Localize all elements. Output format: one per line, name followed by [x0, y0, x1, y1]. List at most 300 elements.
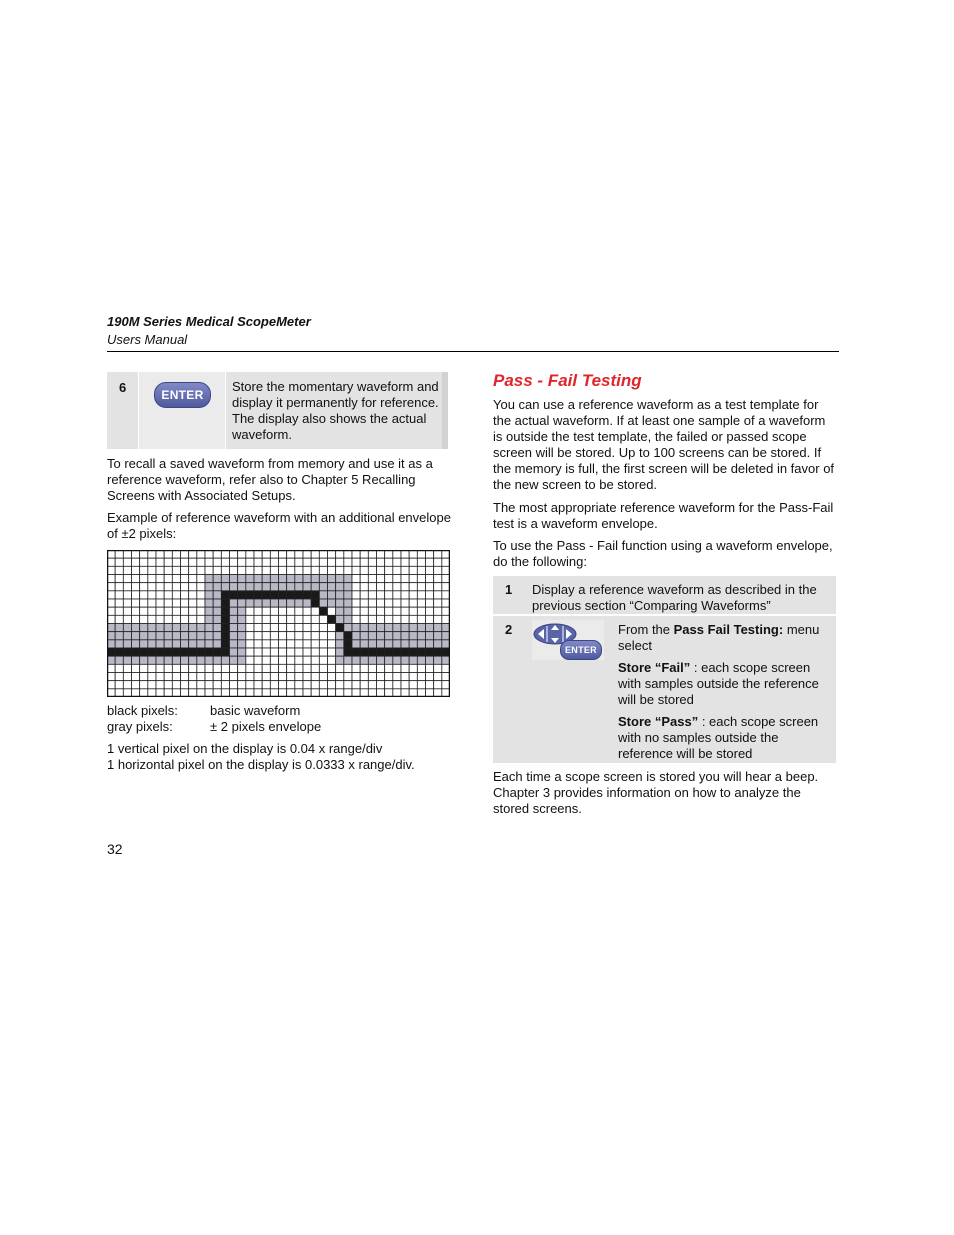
envelope-pixel [238, 656, 246, 664]
empty-pixel [189, 673, 197, 681]
envelope-pixel [132, 632, 140, 640]
envelope-pixel [172, 624, 180, 632]
empty-pixel [279, 656, 287, 664]
empty-pixel [295, 615, 303, 623]
empty-pixel [311, 656, 319, 664]
step-2-row [493, 616, 836, 763]
envelope-pixel [393, 632, 401, 640]
envelope-pixel [368, 640, 376, 648]
envelope-pixel [238, 632, 246, 640]
envelope-pixel [123, 632, 131, 640]
empty-pixel [426, 599, 434, 607]
empty-pixel [311, 681, 319, 689]
empty-pixel [238, 681, 246, 689]
empty-pixel [409, 575, 417, 583]
empty-pixel [352, 583, 360, 591]
envelope-pixel [221, 656, 229, 664]
envelope-pixel [115, 640, 123, 648]
empty-pixel [115, 615, 123, 623]
empty-pixel [368, 664, 376, 672]
empty-pixel [164, 681, 172, 689]
empty-pixel [123, 607, 131, 615]
envelope-pixel [295, 583, 303, 591]
envelope-pixel [181, 640, 189, 648]
page-number: 32 [107, 841, 123, 857]
envelope-pixel [434, 640, 442, 648]
empty-pixel [197, 599, 205, 607]
waveform-pixel [401, 648, 409, 656]
waveform-pixel [181, 648, 189, 656]
envelope-pixel [336, 575, 344, 583]
empty-pixel [270, 640, 278, 648]
empty-pixel [295, 640, 303, 648]
empty-pixel [295, 632, 303, 640]
empty-pixel [287, 566, 295, 574]
envelope-pixel [181, 656, 189, 664]
empty-pixel [328, 607, 336, 615]
envelope-pixel [385, 624, 393, 632]
empty-pixel [426, 583, 434, 591]
step-1-row [493, 576, 836, 614]
empty-pixel [328, 632, 336, 640]
empty-pixel [434, 664, 442, 672]
empty-pixel [303, 656, 311, 664]
waveform-pixel [279, 591, 287, 599]
empty-pixel [319, 648, 327, 656]
empty-pixel [230, 681, 238, 689]
empty-pixel [148, 615, 156, 623]
empty-pixel [172, 583, 180, 591]
step-1-text: Display a reference waveform as described in the previous section “Comparing Waveforms” [532, 582, 817, 613]
empty-pixel [123, 558, 131, 566]
envelope-pixel [230, 599, 238, 607]
envelope-pixel [205, 624, 213, 632]
empty-pixel [172, 615, 180, 623]
empty-pixel [132, 607, 140, 615]
empty-pixel [360, 607, 368, 615]
empty-pixel [287, 607, 295, 615]
envelope-pixel [393, 640, 401, 648]
empty-pixel [328, 624, 336, 632]
empty-pixel [254, 656, 262, 664]
empty-pixel [409, 673, 417, 681]
empty-pixel [352, 558, 360, 566]
envelope-pixel [426, 632, 434, 640]
empty-pixel [417, 615, 425, 623]
waveform-pixel [287, 591, 295, 599]
envelope-pixel [197, 656, 205, 664]
envelope-pixel [164, 640, 172, 648]
envelope-pixel [148, 632, 156, 640]
empty-pixel [148, 583, 156, 591]
empty-pixel [164, 664, 172, 672]
empty-pixel [279, 615, 287, 623]
empty-pixel [115, 566, 123, 574]
empty-pixel [172, 566, 180, 574]
empty-pixel [311, 624, 319, 632]
envelope-pixel [156, 656, 164, 664]
empty-pixel [197, 607, 205, 615]
envelope-pixel [344, 624, 352, 632]
empty-pixel [262, 624, 270, 632]
envelope-pixel [213, 575, 221, 583]
envelope-pixel [213, 640, 221, 648]
empty-pixel [164, 566, 172, 574]
envelope-pixel [344, 615, 352, 623]
empty-pixel [164, 583, 172, 591]
empty-pixel [434, 615, 442, 623]
empty-pixel [148, 558, 156, 566]
envelope-pixel [238, 640, 246, 648]
envelope-pixel [360, 640, 368, 648]
empty-pixel [434, 607, 442, 615]
waveform-pixel [254, 591, 262, 599]
empty-pixel [262, 607, 270, 615]
envelope-pixel [230, 583, 238, 591]
empty-pixel [270, 624, 278, 632]
empty-pixel [295, 681, 303, 689]
empty-pixel [262, 656, 270, 664]
envelope-pixel [189, 640, 197, 648]
empty-pixel [181, 615, 189, 623]
empty-pixel [417, 575, 425, 583]
step-6-row [107, 372, 448, 449]
empty-pixel [197, 558, 205, 566]
empty-pixel [434, 575, 442, 583]
empty-pixel [377, 681, 385, 689]
empty-pixel [295, 558, 303, 566]
empty-pixel [311, 566, 319, 574]
step-number: 2 [505, 622, 513, 637]
empty-pixel [401, 607, 409, 615]
envelope-pixel [221, 575, 229, 583]
empty-pixel [132, 681, 140, 689]
manual-title: 190M Series Medical ScopeMeter [107, 314, 311, 329]
envelope-pixel [319, 583, 327, 591]
envelope-pixel [262, 575, 270, 583]
empty-pixel [319, 615, 327, 623]
empty-pixel [287, 673, 295, 681]
empty-pixel [181, 664, 189, 672]
empty-pixel [148, 575, 156, 583]
empty-pixel [385, 566, 393, 574]
waveform-pixel [393, 648, 401, 656]
empty-pixel [319, 664, 327, 672]
waveform-pixel [221, 591, 229, 599]
envelope-pixel [115, 656, 123, 664]
empty-pixel [262, 673, 270, 681]
envelope-pixel [181, 624, 189, 632]
empty-pixel [148, 664, 156, 672]
empty-pixel [123, 615, 131, 623]
envelope-pixel [238, 648, 246, 656]
empty-pixel [368, 566, 376, 574]
empty-pixel [393, 599, 401, 607]
empty-pixel [230, 664, 238, 672]
key-cell [532, 620, 604, 660]
empty-pixel [368, 615, 376, 623]
envelope-pixel [295, 575, 303, 583]
empty-pixel [205, 673, 213, 681]
empty-pixel [319, 673, 327, 681]
empty-pixel [164, 575, 172, 583]
waveform-pixel [409, 648, 417, 656]
empty-pixel [328, 656, 336, 664]
vertical-scale-line: 1 vertical pixel on the display is 0.04 x range/div [107, 741, 383, 756]
waveform-pixel [336, 624, 344, 632]
empty-pixel [164, 558, 172, 566]
empty-pixel [115, 607, 123, 615]
empty-pixel [197, 566, 205, 574]
empty-pixel [287, 681, 295, 689]
empty-pixel [262, 648, 270, 656]
waveform-pixel [246, 591, 254, 599]
enter-key-icon: ENTER [560, 640, 602, 660]
envelope-pixel [352, 640, 360, 648]
section-title: Pass - Fail Testing [493, 371, 642, 390]
empty-pixel [156, 566, 164, 574]
empty-pixel [417, 681, 425, 689]
waveform-pixel [417, 648, 425, 656]
empty-pixel [287, 648, 295, 656]
envelope-pixel [197, 632, 205, 640]
waveform-pixel [368, 648, 376, 656]
empty-pixel [385, 607, 393, 615]
waveform-pixel [221, 624, 229, 632]
empty-pixel [156, 583, 164, 591]
empty-pixel [336, 566, 344, 574]
envelope-pixel [254, 575, 262, 583]
envelope-pixel [156, 624, 164, 632]
envelope-pixel [434, 656, 442, 664]
empty-pixel [140, 664, 148, 672]
envelope-pixel [205, 591, 213, 599]
empty-pixel [426, 566, 434, 574]
empty-pixel [385, 673, 393, 681]
empty-pixel [254, 681, 262, 689]
envelope-pixel [189, 624, 197, 632]
empty-pixel [172, 607, 180, 615]
empty-pixel [205, 681, 213, 689]
envelope-pixel [164, 656, 172, 664]
empty-pixel [279, 558, 287, 566]
empty-pixel [246, 664, 254, 672]
envelope-pixel [262, 599, 270, 607]
empty-pixel [409, 591, 417, 599]
empty-pixel [385, 583, 393, 591]
empty-pixel [270, 648, 278, 656]
empty-pixel [311, 664, 319, 672]
waveform-pixel [221, 599, 229, 607]
empty-pixel [279, 632, 287, 640]
empty-pixel [352, 599, 360, 607]
envelope-pixel [287, 599, 295, 607]
empty-pixel [181, 681, 189, 689]
empty-pixel [189, 583, 197, 591]
empty-pixel [197, 583, 205, 591]
empty-pixel [401, 664, 409, 672]
envelope-pixel [132, 656, 140, 664]
empty-pixel [156, 664, 164, 672]
empty-pixel [385, 664, 393, 672]
empty-pixel [426, 575, 434, 583]
envelope-pixel [336, 648, 344, 656]
empty-pixel [181, 558, 189, 566]
waveform-pixel [221, 607, 229, 615]
empty-pixel [213, 664, 221, 672]
empty-pixel [270, 566, 278, 574]
envelope-pixel [417, 656, 425, 664]
empty-pixel [181, 575, 189, 583]
waveform-pixel [385, 648, 393, 656]
empty-pixel [303, 664, 311, 672]
empty-pixel [401, 615, 409, 623]
empty-pixel [368, 583, 376, 591]
empty-pixel [132, 673, 140, 681]
empty-pixel [303, 632, 311, 640]
legend-gray-label: gray pixels: [107, 719, 173, 734]
waveform-pixel [344, 640, 352, 648]
empty-pixel [360, 615, 368, 623]
empty-pixel [197, 664, 205, 672]
store-fail-option: Store “Fail” : each scope screen with samples outside the reference will be stored [618, 660, 819, 707]
empty-pixel [254, 648, 262, 656]
empty-pixel [360, 583, 368, 591]
empty-pixel [132, 664, 140, 672]
empty-pixel [303, 681, 311, 689]
empty-pixel [401, 591, 409, 599]
empty-pixel [189, 664, 197, 672]
envelope-pixel [385, 640, 393, 648]
empty-pixel [164, 615, 172, 623]
empty-pixel [189, 558, 197, 566]
waveform-pixel [189, 648, 197, 656]
envelope-pixel [311, 575, 319, 583]
empty-pixel [360, 591, 368, 599]
empty-pixel [287, 558, 295, 566]
example-paragraph: Example of reference waveform with an additional envelope of ±2 pixels: [107, 510, 451, 541]
waveform-pixel [205, 648, 213, 656]
empty-pixel [270, 615, 278, 623]
envelope-pixel [311, 583, 319, 591]
empty-pixel [377, 591, 385, 599]
empty-pixel [409, 664, 417, 672]
waveform-pixel [344, 632, 352, 640]
empty-pixel [368, 607, 376, 615]
empty-pixel [148, 607, 156, 615]
empty-pixel [246, 558, 254, 566]
envelope-pixel [238, 575, 246, 583]
envelope-pixel [205, 640, 213, 648]
envelope-pixel [360, 624, 368, 632]
step-6-text: Store the momentary waveform and display it permanently for reference. The display also shows the actual waveform. [232, 379, 439, 442]
empty-pixel [123, 664, 131, 672]
empty-pixel [344, 673, 352, 681]
empty-pixel [270, 632, 278, 640]
empty-pixel [132, 575, 140, 583]
empty-pixel [172, 681, 180, 689]
legend-gray-value: ± 2 pixels envelope [210, 719, 322, 734]
closing-paragraph: Each time a scope screen is stored you will hear a beep. Chapter 3 provides information on how to analyze the stored screens. [493, 769, 819, 816]
empty-pixel [401, 558, 409, 566]
empty-pixel [156, 558, 164, 566]
envelope-pixel [368, 632, 376, 640]
empty-pixel [270, 681, 278, 689]
envelope-pixel [197, 624, 205, 632]
empty-pixel [311, 607, 319, 615]
empty-pixel [352, 615, 360, 623]
empty-pixel [303, 558, 311, 566]
waveform-pixel [132, 648, 140, 656]
empty-pixel [295, 624, 303, 632]
waveform-pixel [352, 648, 360, 656]
envelope-pixel [393, 656, 401, 664]
empty-pixel [189, 599, 197, 607]
empty-pixel [336, 558, 344, 566]
empty-pixel [319, 640, 327, 648]
envelope-pixel [230, 640, 238, 648]
waveform-pixel [221, 615, 229, 623]
envelope-pixel [393, 624, 401, 632]
envelope-pixel [319, 599, 327, 607]
waveform-pixel-grid [107, 550, 450, 701]
envelope-pixel [246, 575, 254, 583]
empty-pixel [238, 673, 246, 681]
empty-pixel [360, 599, 368, 607]
empty-pixel [426, 615, 434, 623]
envelope-pixel [360, 656, 368, 664]
waveform-pixel [434, 648, 442, 656]
empty-pixel [303, 624, 311, 632]
waveform-pixel [262, 591, 270, 599]
waveform-pixel [221, 648, 229, 656]
empty-pixel [377, 615, 385, 623]
empty-pixel [295, 607, 303, 615]
empty-pixel [205, 566, 213, 574]
waveform-pixel [221, 632, 229, 640]
envelope-pixel [336, 656, 344, 664]
empty-pixel [189, 566, 197, 574]
legend-black-label: black pixels: [107, 703, 178, 718]
empty-pixel [213, 566, 221, 574]
envelope-pixel [352, 656, 360, 664]
empty-pixel [148, 599, 156, 607]
envelope-pixel [238, 624, 246, 632]
empty-pixel [303, 673, 311, 681]
step-number: 6 [119, 380, 127, 395]
envelope-pixel [344, 607, 352, 615]
empty-pixel [246, 624, 254, 632]
envelope-pixel [181, 632, 189, 640]
waveform-pixel [303, 591, 311, 599]
empty-pixel [172, 664, 180, 672]
empty-pixel [401, 673, 409, 681]
envelope-pixel [238, 583, 246, 591]
envelope-pixel [230, 648, 238, 656]
empty-pixel [434, 673, 442, 681]
envelope-pixel [344, 575, 352, 583]
horizontal-scale-line: 1 horizontal pixel on the display is 0.0333 x range/div. [107, 757, 415, 772]
empty-pixel [434, 681, 442, 689]
envelope-pixel [230, 624, 238, 632]
empty-pixel [246, 648, 254, 656]
waveform-pixel [344, 648, 352, 656]
empty-pixel [156, 599, 164, 607]
empty-pixel [417, 673, 425, 681]
empty-pixel [311, 673, 319, 681]
envelope-pixel [123, 624, 131, 632]
empty-pixel [287, 632, 295, 640]
